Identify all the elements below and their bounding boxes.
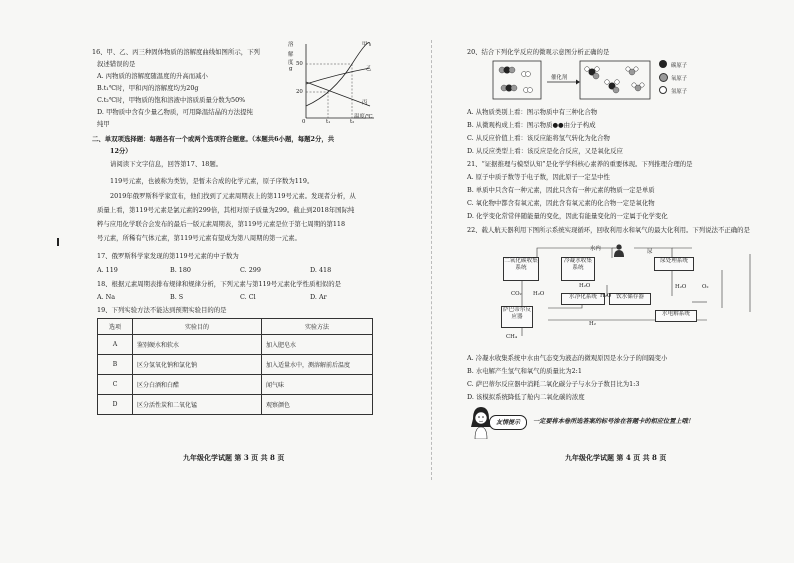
table-header-option: 选项 bbox=[98, 319, 133, 335]
q18-option-c: C. Cl bbox=[240, 293, 256, 301]
q16-stem-line1: 16、甲、乙、丙三种固体物质的溶解度曲线如图所示，下列 bbox=[92, 48, 260, 56]
curve-bing bbox=[306, 82, 370, 106]
q19-table bbox=[97, 318, 373, 415]
q21-option-b: B. 单质中只含有一种元素，因此只含有一种元素的物质一定是单质 bbox=[467, 186, 655, 194]
carbon-atom-icon bbox=[659, 60, 667, 68]
q17-option-a: A. 119 bbox=[97, 266, 118, 274]
curve-label-yi: 乙 bbox=[366, 66, 372, 72]
curve-jia bbox=[306, 43, 370, 106]
label-h2: H₂ bbox=[589, 321, 596, 327]
arrow-head bbox=[576, 80, 580, 85]
molecule-product-2 bbox=[605, 80, 620, 93]
q20-option-b: B. 从微观构成上看：图示物质●●由分子构成 bbox=[467, 121, 596, 129]
graph-ylabel-4: g bbox=[289, 66, 293, 72]
q17-option-d: D. 418 bbox=[310, 266, 332, 274]
q21-option-a: A. 原子中质子数等于电子数，因此原子一定呈中性 bbox=[467, 173, 610, 181]
molecule-h2 bbox=[522, 72, 531, 77]
q16-option-d-tail: 纯甲 bbox=[97, 120, 110, 128]
label-h2o-3: H₂O bbox=[600, 293, 612, 299]
q22-option-c: C. 萨巴蒂尔反应器中消耗二氧化碳分子与水分子数目比为1:3 bbox=[467, 380, 640, 388]
q20-option-d: D. 从反应类型上看：该反应是化合反应，又是氧化反应 bbox=[467, 147, 623, 155]
graph-xtick-t2: t₂ bbox=[350, 119, 355, 125]
passage-line2: 2019年俄罗斯科学家宣布，他们找到了元素周期表上的第119号元素。发现者分析，从 bbox=[110, 192, 356, 200]
page-footer: 九年级化学试题 第 3 页 共 8 页 bbox=[183, 453, 285, 462]
table-cell-method: 加入适量水中，测溶解前后温度 bbox=[262, 355, 373, 375]
molecule-co2 bbox=[499, 67, 515, 74]
q21-option-d: D. 化学变化常常伴随能量的变化，因此有能量变化的一定属于化学变化 bbox=[467, 212, 668, 220]
q18-option-a: A. Na bbox=[97, 293, 116, 301]
label-water-inside: 水内 bbox=[590, 246, 601, 252]
condensate-collection-box: 冷凝水收集系统 bbox=[561, 257, 595, 281]
graph-xtick-0: 0 bbox=[302, 119, 306, 125]
label-ch4: CH₄ bbox=[506, 334, 517, 340]
q18-stem: 18、根据元素周期表排布规律和规律分析，下列元素与第119号元素化学性质相似的是 bbox=[97, 280, 341, 288]
reaction-diagram bbox=[492, 60, 652, 102]
q22-stem: 22、载人航天器利用下图所示系统实现循环，回收利用水和氧气的最大化利用。下列说法不正确的是 bbox=[467, 226, 750, 234]
molecule-water-2 bbox=[632, 83, 644, 91]
table-row bbox=[98, 355, 373, 375]
q18-option-d: D. Ar bbox=[310, 293, 327, 301]
water-purification-box: 水净化系统 bbox=[561, 293, 605, 305]
passage-line1: 119号元素，也被称为类钫，是暂未合成的化学元素，原子序数为119。 bbox=[110, 177, 314, 185]
label-h2o-4: H₂O bbox=[675, 284, 687, 290]
section2-heading-line2: 12分） bbox=[110, 147, 132, 155]
legend-hydrogen: 氢原子 bbox=[671, 89, 688, 95]
page-footer: 九年级化学试题 第 4 页 共 8 页 bbox=[565, 453, 667, 462]
graph-ytick-50: 50 bbox=[296, 61, 303, 67]
water-electrolysis-box: 水电解系统 bbox=[655, 310, 697, 322]
label-h2o-2: H₂O bbox=[579, 283, 591, 289]
molecule-co2-2 bbox=[501, 85, 517, 92]
graph-ylabel-2: 解 bbox=[288, 52, 294, 58]
reminder-text: 一定要将本卷所选答案的标号涂在答题卡的相应位置上哦！ bbox=[533, 418, 694, 425]
q22-option-d: D. 该模拟系统降低了舱内二氧化碳的浓度 bbox=[467, 393, 585, 401]
table-cell-purpose: 区分氢氧化钠和氯化钠 bbox=[133, 355, 262, 375]
table-cell-method: 闻气味 bbox=[262, 375, 373, 395]
oxygen-atom-icon bbox=[659, 73, 668, 82]
q16-stem-line2: 叙述错误的是 bbox=[97, 60, 136, 68]
table-cell-method: 观察颜色 bbox=[262, 395, 373, 415]
graph-ytick-20: 20 bbox=[296, 89, 303, 95]
table-cell-option: C bbox=[98, 375, 133, 395]
q16-option-c: C.t₂℃时，甲物质的饱和溶液中溶质质量分数为50% bbox=[97, 96, 246, 104]
table-cell-option: B bbox=[98, 355, 133, 375]
table-header-row bbox=[98, 319, 373, 335]
q21-stem: 21、“证据推理与模型认知”是化学学科核心素养的重要体现。下列推理合理的是 bbox=[467, 160, 693, 168]
table-header-method: 实验方法 bbox=[262, 319, 373, 335]
q20-stem: 20、结合下列化学反应的微观示意图分析正确的是 bbox=[467, 48, 610, 56]
curve-label-jia: 甲 bbox=[362, 42, 368, 48]
q17-option-b: B. 180 bbox=[170, 266, 191, 274]
graph-ylabel-3: 度 bbox=[288, 60, 294, 66]
table-cell-option: A bbox=[98, 335, 133, 355]
sabatier-reactor-box: 萨巴蒂尔反应器 bbox=[501, 306, 533, 328]
legend-oxygen: 氧原子 bbox=[671, 76, 688, 82]
curve-yi bbox=[306, 68, 370, 84]
graph-ylabel-1: 溶 bbox=[288, 42, 294, 48]
q22-option-a: A. 冷凝水收集系统中水由气态变为液态的微观原因是水分子的间隔变小 bbox=[467, 354, 668, 362]
q16-option-d: D. 甲物质中含有少量乙物质，可用降温结晶的方法提纯 bbox=[97, 108, 253, 116]
q16-option-b: B.t₁℃时，甲和丙的溶解度均为20g bbox=[97, 84, 199, 92]
molecule-h2-2 bbox=[524, 88, 533, 93]
q16-option-a: A. 丙物质的溶解度随温度的升高而减小 bbox=[97, 72, 208, 80]
table-cell-option: D bbox=[98, 395, 133, 415]
q19-stem: 19、下列实验方法不能达到预期实验目的的是 bbox=[97, 306, 227, 314]
curve-label-bing: 丙 bbox=[362, 100, 368, 106]
section2-heading: 二、单双项选择题：每题各有一个或两个选项符合题意。（本题共6小题，每题2分，共 bbox=[92, 135, 335, 143]
table-cell-purpose: 鉴别硬水和软水 bbox=[133, 335, 262, 355]
q20-option-a: A. 从物质类别上看：图示物质中有三种化合物 bbox=[467, 108, 598, 116]
table-row bbox=[98, 335, 373, 355]
table-cell-purpose: 区分活性炭和二氧化锰 bbox=[133, 395, 262, 415]
hydrogen-atom-icon bbox=[659, 86, 667, 94]
reactant-box bbox=[493, 61, 541, 99]
passage-line5: 号元素，所稀有气体元素，第119号元素有望成为第八周期的第一元素。 bbox=[97, 234, 301, 242]
reminder-badge: 友情提示 bbox=[489, 415, 527, 430]
section2-intro: 请阅读下文字信息，回答第17、18题。 bbox=[110, 160, 223, 168]
q17-stem: 17、俄罗斯科学家发现的第119号元素的中子数为 bbox=[97, 252, 239, 260]
table-row bbox=[98, 375, 373, 395]
label-o2: O₂ bbox=[702, 284, 709, 290]
legend-carbon: 碳原子 bbox=[671, 63, 688, 69]
table-cell-purpose: 区分白酒和白醋 bbox=[133, 375, 262, 395]
label-urine: 尿 bbox=[647, 249, 653, 255]
passage-line4: 粹与应用化学联合会发布的最后一版元素周期表，第119号元素是位于第七周期的第118 bbox=[97, 220, 346, 228]
molecule-product-1 bbox=[585, 67, 600, 79]
drinking-water-storage-box: 饮水储存器 bbox=[609, 293, 651, 305]
passage-line3: 质量上看，第119号元素是氯元素的299倍，其相对原子质量为299。截止到2018年国际纯 bbox=[97, 206, 355, 214]
table-header-purpose: 实验目的 bbox=[133, 319, 262, 335]
co2-collection-box: 二氧化碳收集系统 bbox=[503, 257, 539, 281]
label-h2o-1: H₂O bbox=[533, 291, 545, 297]
q22-option-b: B. 水电解产生氢气和氧气的质量比为2:1 bbox=[467, 367, 582, 375]
graph-xlabel: 温度/℃ bbox=[354, 114, 373, 120]
label-co2: CO₂ bbox=[511, 291, 522, 297]
catalyst-label: 催化剂 bbox=[551, 75, 568, 81]
graph-xtick-t1: t₁ bbox=[326, 119, 331, 125]
reaction-diagram-svg bbox=[492, 60, 652, 102]
table-row bbox=[98, 395, 373, 415]
q21-option-c: C. 氧化物中都含有氧元素，因此含有氧元素的化合物一定是氧化物 bbox=[467, 199, 655, 207]
q18-option-b: B. S bbox=[170, 293, 184, 301]
table-cell-method: 加入肥皂水 bbox=[262, 335, 373, 355]
edge-mark bbox=[57, 238, 59, 246]
urine-processing-box: 尿处理系统 bbox=[654, 257, 694, 271]
astronaut-icon bbox=[613, 242, 625, 255]
molecule-water bbox=[626, 67, 638, 75]
q17-option-c: C. 299 bbox=[240, 266, 261, 274]
product-box bbox=[580, 61, 650, 99]
exam-page-4 bbox=[397, 0, 794, 563]
q20-option-c: C. 从反应价值上看：该反应能将氢气转化为化合物 bbox=[467, 134, 610, 142]
